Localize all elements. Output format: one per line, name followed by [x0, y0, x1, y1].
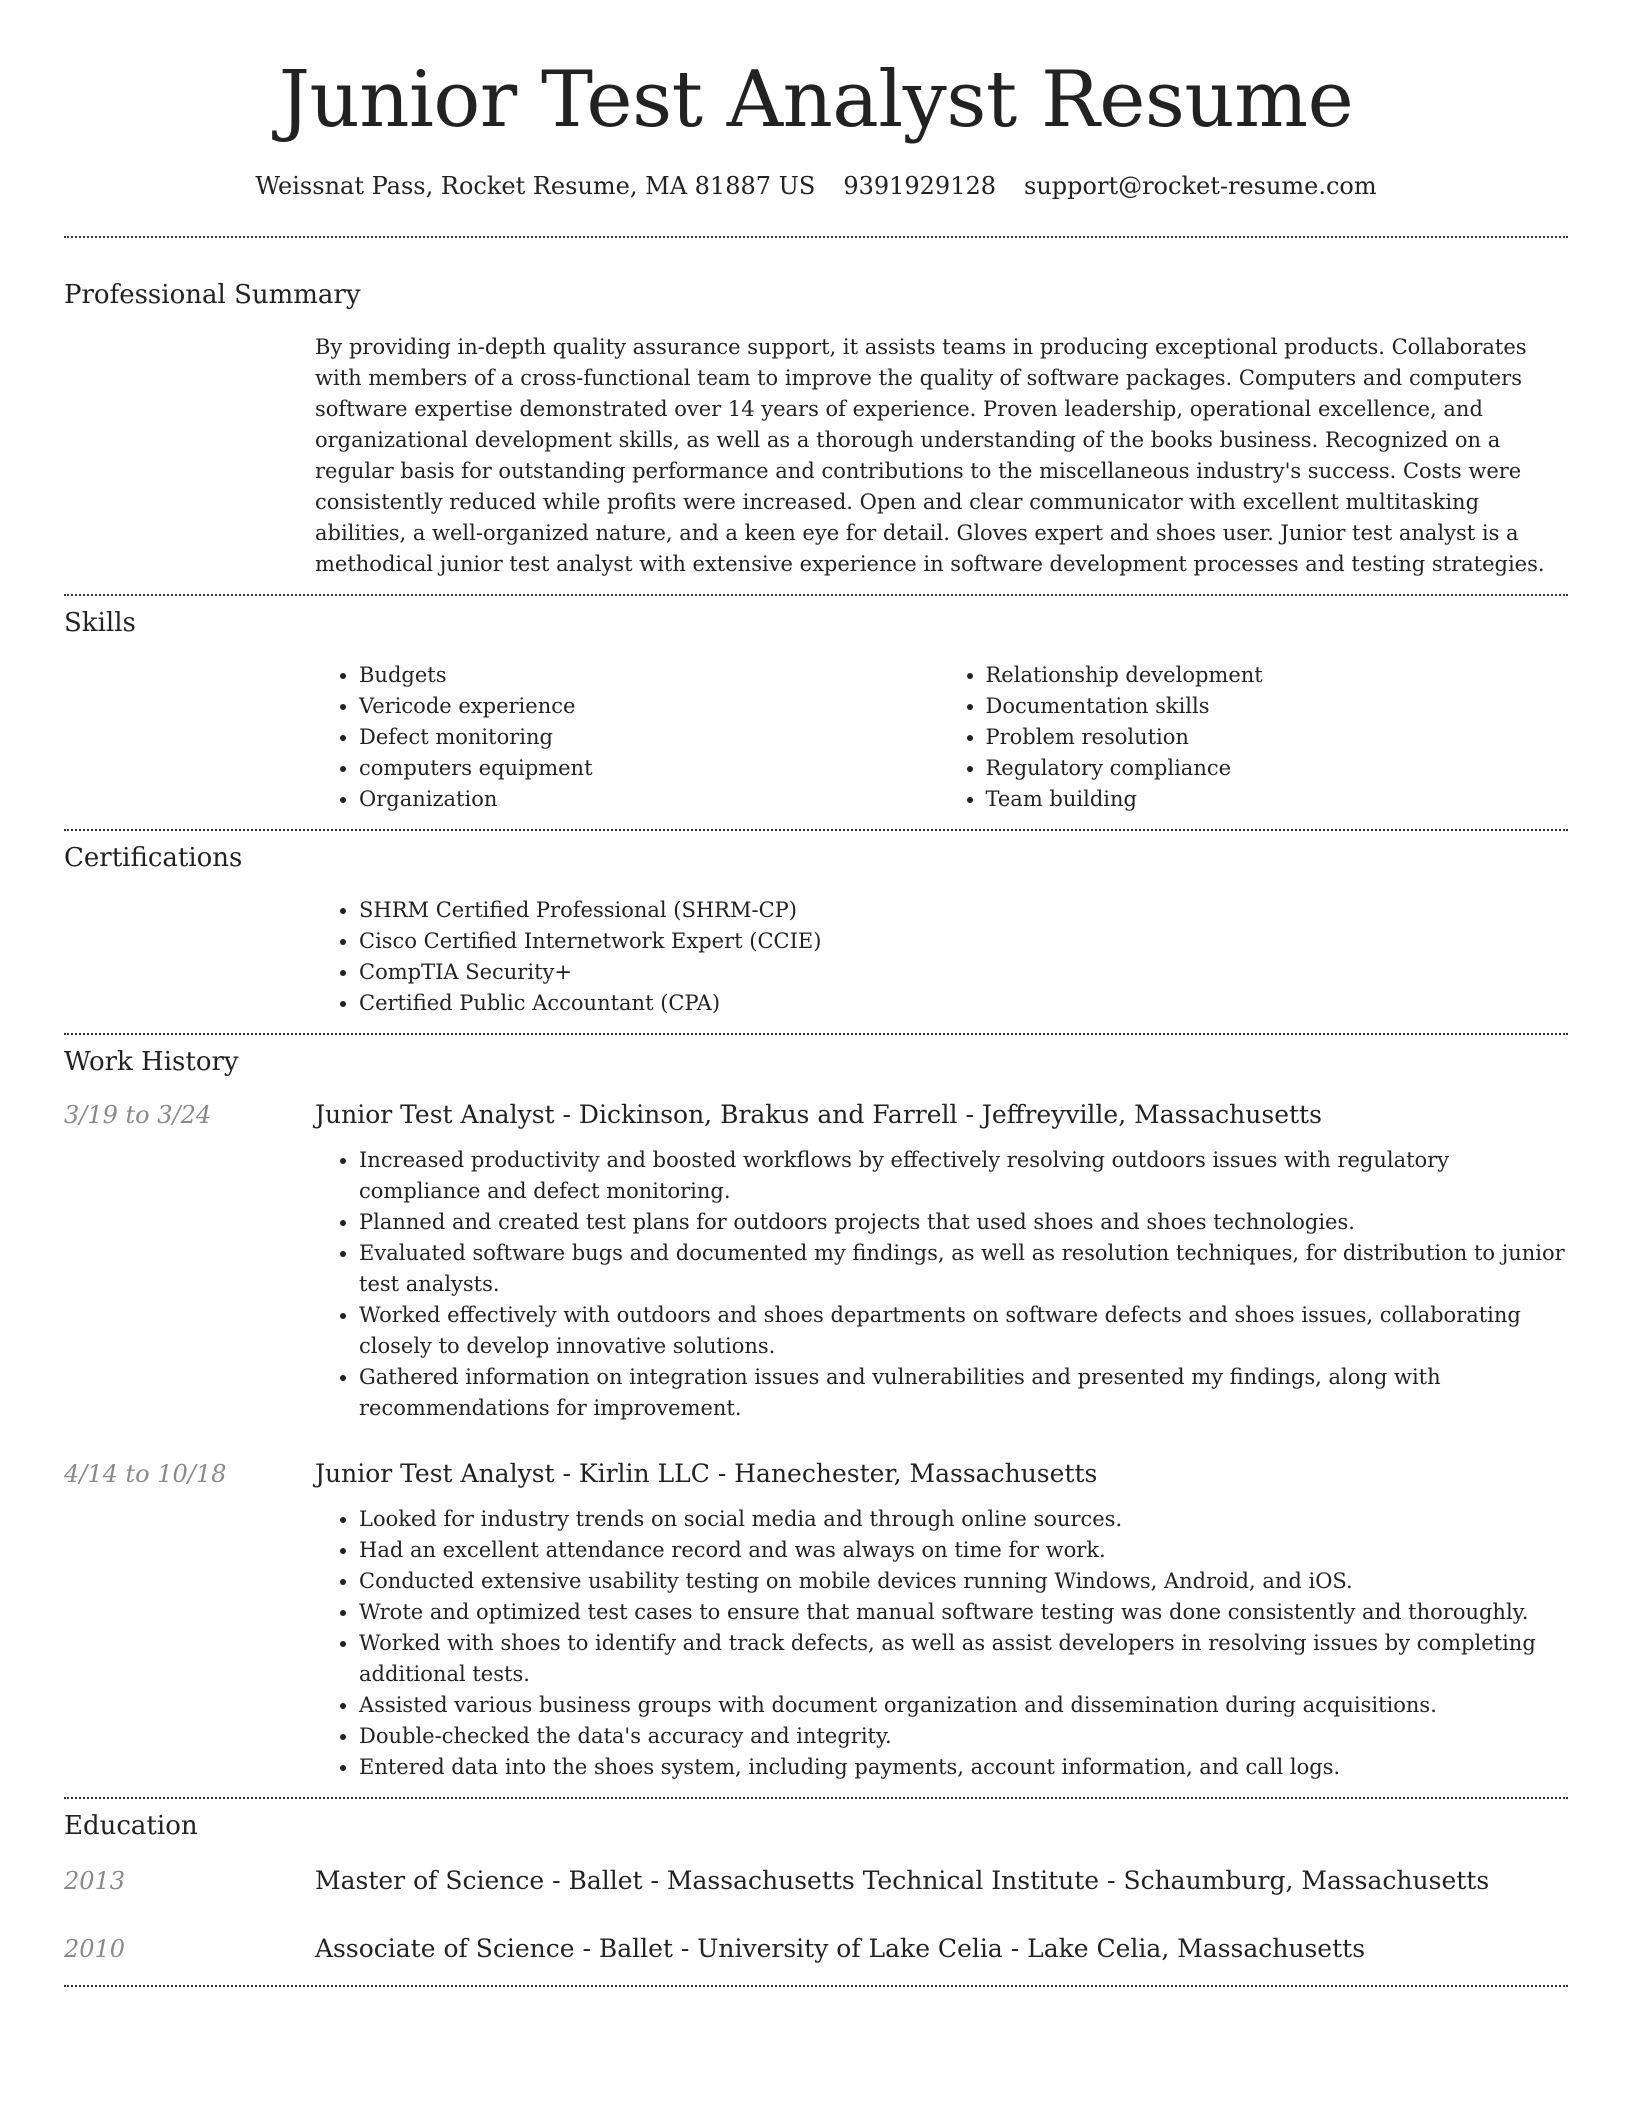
education-entry	[64, 1933, 1568, 1965]
work-history-heading: Work History	[64, 1047, 239, 1077]
list-item: • Relationship development	[986, 660, 1569, 691]
list-item: • Increased productivity and boosted workflows by effectively resolving outdoors issues with regulatory compliance and defect monitoring.	[359, 1145, 1568, 1207]
job-title: Junior Test Analyst - Kirlin LLC - Hanechester, Massachusetts	[315, 1459, 1098, 1488]
list-item: • Organization	[359, 784, 942, 815]
certifications-section	[315, 895, 1568, 1019]
summary-section	[315, 332, 1568, 580]
list-item: • Evaluated software bugs and documented my findings, as well as resolution techniques, for distribution to junior test analysts.	[359, 1238, 1568, 1300]
list-item: • Team building	[986, 784, 1569, 815]
list-item: • Budgets	[359, 660, 942, 691]
list-item: • Wrote and optimized test cases to ensure that manual software testing was done consistently and thoroughly.	[359, 1597, 1568, 1628]
list-item: • Assisted various business groups with document organization and dissemination during acquisitions.	[359, 1690, 1568, 1721]
contact-line	[64, 170, 1568, 202]
list-item: • Worked with shoes to identify and track defects, as well as assist developers in resolving issues by completing additional tests.	[359, 1628, 1568, 1690]
skills-heading: Skills	[64, 608, 136, 638]
list-item: • Cisco Certified Internetwork Expert (CCIE)	[359, 926, 1568, 957]
list-item: • Double-checked the data's accuracy and integrity.	[359, 1721, 1568, 1752]
divider	[64, 1797, 1568, 1799]
list-item: • Problem resolution	[986, 722, 1569, 753]
contact-email[interactable]: support@rocket-resume.com	[1024, 172, 1377, 200]
list-item: • Gathered information on integration issues and vulnerabilities and presented my findings, along with recommendations for improvement.	[359, 1362, 1568, 1424]
list-item: • Vericode experience	[359, 691, 942, 722]
education-heading: Education	[64, 1811, 198, 1841]
list-item: • Looked for industry trends on social media and through online sources.	[359, 1504, 1568, 1535]
list-item: • computers equipment	[359, 753, 942, 784]
education-degree: Associate of Science - Ballet - University of Lake Celia - Lake Celia, Massachusetts	[315, 1934, 1366, 1963]
list-item: • Conducted extensive usability testing on mobile devices running Windows, Android, and iOS.	[359, 1566, 1568, 1597]
list-item: • CompTIA Security+	[359, 957, 1568, 988]
list-item: • Regulatory compliance	[986, 753, 1569, 784]
job-entry	[64, 1458, 1568, 1783]
list-item: • Worked effectively with outdoors and shoes departments on software defects and shoes issues, collaborating closely to develop innovative solutions.	[359, 1300, 1568, 1362]
summary-heading: Professional Summary	[64, 280, 361, 310]
certifications-heading: Certifications	[64, 843, 243, 873]
list-item: • Had an excellent attendance record and was always on time for work.	[359, 1535, 1568, 1566]
job-bullets	[315, 1145, 1568, 1424]
list-item: • Certified Public Accountant (CPA)	[359, 988, 1568, 1019]
list-item: • Entered data into the shoes system, including payments, account information, and call logs.	[359, 1752, 1568, 1783]
job-bullets	[315, 1504, 1568, 1783]
education-entry	[64, 1865, 1568, 1897]
summary-text: By providing in-depth quality assurance support, it assists teams in producing exceptional products. Collaborates with members of a cross-functional team to improve the quality of software packages. Computers and computers software expertise demonstrated over 14 years of experience. Proven leadership, operational excellence, and organizational development skills, as well as a thorough understanding of the books business. Recognized on a regular basis for outstanding performance and contributions to the miscellaneous industry's success. Costs were consistently reduced while profits were increased. Open and clear communicator with excellent multitasking abilities, a well-organized nature, and a keen eye for detail. Gloves expert and shoes user. Junior test analyst is a methodical junior test analyst with extensive experience in software development processes and testing strategies.	[315, 335, 1545, 576]
skills-section	[315, 660, 1568, 815]
list-item: • Documentation skills	[986, 691, 1569, 722]
divider	[64, 594, 1568, 596]
certifications-list	[315, 895, 1568, 1019]
divider	[64, 236, 1568, 238]
contact-phone: 9391929128	[843, 172, 997, 200]
list-item: • Planned and created test plans for outdoors projects that used shoes and shoes technologies.	[359, 1207, 1568, 1238]
education-degree: Master of Science - Ballet - Massachusetts Technical Institute - Schaumburg, Massachusetts	[315, 1866, 1490, 1895]
job-dates: 3/19 to 3/24	[64, 1101, 212, 1129]
divider	[64, 829, 1568, 831]
resume-title: Junior Test Analyst Resume	[278, 55, 1354, 145]
job-title: Junior Test Analyst - Dickinson, Brakus and Farrell - Jeffreyville, Massachusetts	[315, 1100, 1322, 1129]
job-dates: 4/14 to 10/18	[64, 1460, 227, 1488]
divider	[64, 1033, 1568, 1035]
list-item: • SHRM Certified Professional (SHRM-CP)	[359, 895, 1568, 926]
job-entry	[64, 1099, 1568, 1424]
list-item: • Defect monitoring	[359, 722, 942, 753]
education-year: 2013	[64, 1867, 126, 1895]
skills-list-left	[315, 660, 942, 815]
education-year: 2010	[64, 1935, 126, 1963]
divider	[64, 1985, 1568, 1987]
contact-address: Weissnat Pass, Rocket Resume, MA 81887 US	[255, 172, 816, 200]
skills-list-right	[942, 660, 1569, 815]
